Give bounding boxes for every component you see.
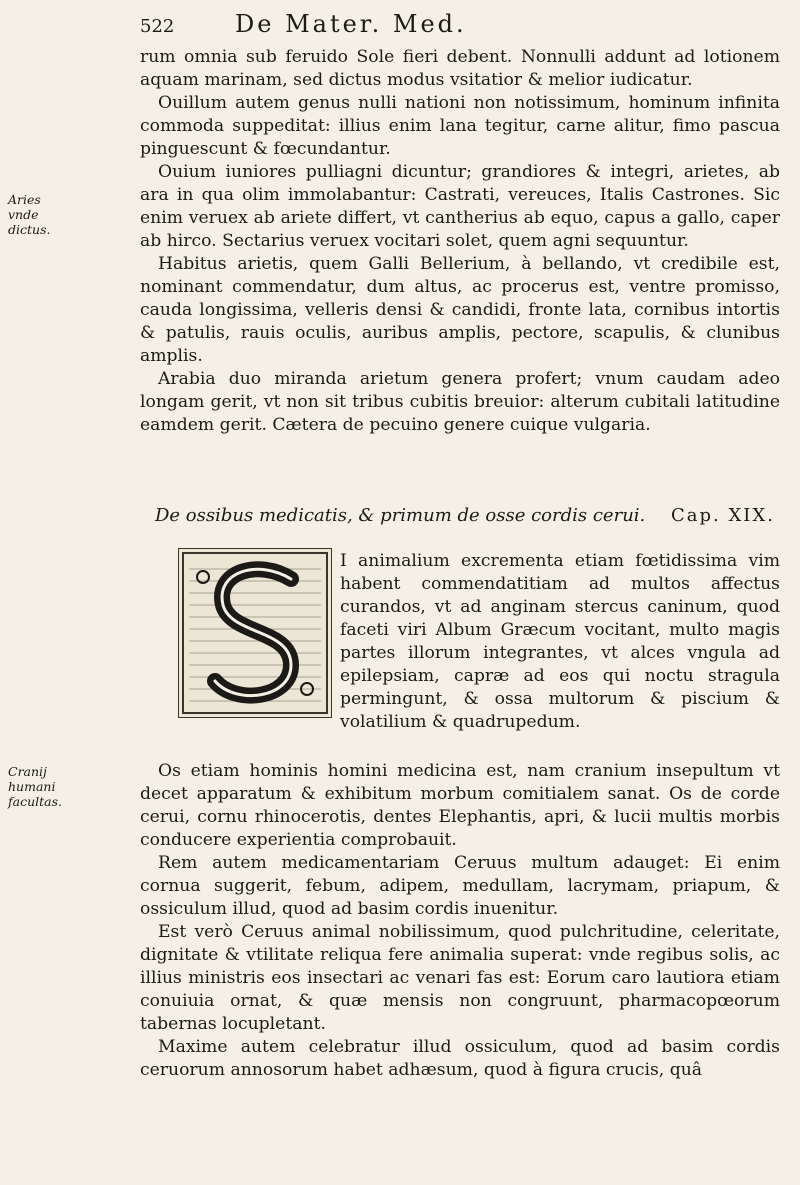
paragraph: Est verò Ceruus animal nobilissimum, quod pulchritudine, celeritate, dignitate & vtilitate reliqua fere animalia superat: vnde regibus solis, ac illius ministris eos insectari ac venari fas est: Eorum caro lautiora etiam conuiuia ornat, & quæ mensis non congruunt, pharmacopœorum tabernas locupletant. [140,922,780,1034]
page-number: 522 [140,16,175,37]
chapter-title: De ossibus medicatis, & primum de osse cordis cerui. [155,505,646,526]
page-header [140,10,760,40]
paragraph: Habitus arietis, quem Galli Bellerium, à bellando, vt credibile est, nominant commendatur, dum altus, ac procerus est, ventre promisso, cauda longissima, velleris densi & candidi, fronte lata, cornibus intortis & patulis, rauis oculis, auribus amplis, pectore, scapulis, & clunibus amplis. [140,254,780,366]
paragraph: I animalium excrementa etiam fœtidissima vim habent commendatitiam ad multos affectus curandos, vt ad anginam stercus caninum, quod faceti viri Album Græcum vocitant, multo magis partes illorum integrantes, vt alces vngula ad epilepsiam, capræ ad eos qui noctu stragula permingunt, & ossa multorum & piscium & volatilium & quadrupedum. [340,551,780,732]
paragraph: rum omnia sub feruido Sole fieri debent. Nonnulli addunt ad lotionem aquam marinam, sed dictus modus vsitatior & melior iudicatur. [140,47,780,90]
bottom-text-block [140,760,780,1082]
paragraph: Ouillum autem genus nulli nationi non notissimum, hominum infinita commoda suppeditat: illius enim lana tegitur, carne alitur, fimo pascua pinguescunt & fœcundantur. [140,93,780,159]
drop-cap-s-icon [179,549,331,717]
top-text-block [140,46,780,437]
margin-note-aries: Aries vnde dictus. [8,192,51,237]
paragraph: Rem autem medicamentariam Ceruus multum adauget: Ei enim cornua suggerit, febum, adipem, medullam, lacrymam, priapum, & ossiculum illud, quod ad basim cordis inuenitur. [140,853,780,919]
margin-note-crania: Cranij humani facultas. [8,764,62,809]
drop-cap-paragraph [340,550,780,734]
chapter-heading [155,505,780,526]
ornamental-drop-cap [178,548,332,718]
paragraph: Ouium iuniores pulliagni dicuntur; grandiores & integri, arietes, ab ara in qua olim immolabantur: Castrati, vereuces, Italis Castrones. Sic enim veruex ab ariete differt, vt cantherius ab equo, capus a gallo, caper ab hirco. Sectarius veruex vocitari solet, quem agni sequuntur. [140,162,780,251]
paragraph: Os etiam hominis homini medicina est, nam cranium insepultum vt decet apparatum & exhibitum morbum comitialem sanat. Os de corde cerui, cornu rhinocerotis, dentes Elephantis, apri, & lucii multis morbis conducere experientia comprobauit. [140,761,780,850]
paragraph: Arabia duo miranda arietum genera profert; vnum caudam adeo longam gerit, vt non sit tribus cubitis breuior: alterum cubitali latitudine eamdem gerit. Cætera de pecuino genere cuique vulgaria. [140,369,780,435]
paragraph: Maxime autem celebratur illud ossiculum, quod ad basim cordis ceruorum annosorum habet adhæsum, quod à figura crucis, quâ [140,1037,780,1080]
chapter-number: Cap. XIX. [671,505,775,526]
running-title: De Mater. Med. [235,10,467,38]
